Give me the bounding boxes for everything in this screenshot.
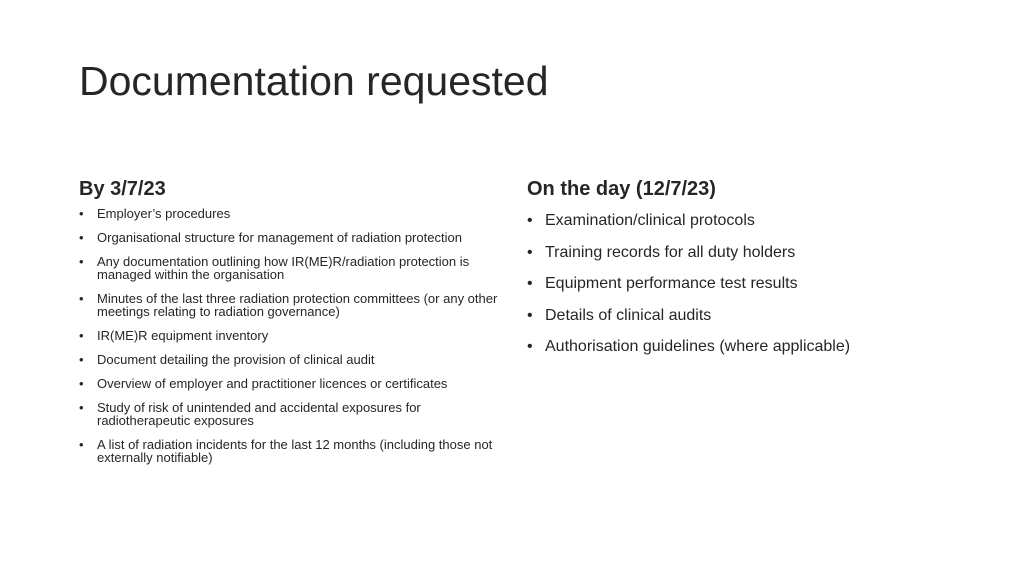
list-item-text: Minutes of the last three radiation protection committees (or any other meetings relating to radiation governance): [97, 291, 498, 319]
list-item: [79, 255, 504, 281]
left-column: [79, 178, 504, 475]
list-item-text: Equipment performance test results: [545, 275, 798, 292]
list-item: [79, 329, 504, 342]
list-item-text: Study of risk of unintended and accidental exposures for radiotherapeutic exposures: [97, 400, 421, 428]
bullet-icon: •: [79, 291, 84, 306]
list-item: [527, 243, 947, 262]
left-column-heading: By 3/7/23: [79, 178, 166, 200]
bullet-icon: •: [79, 437, 84, 452]
bullet-icon: •: [79, 254, 84, 269]
list-item: [79, 401, 504, 427]
bullet-icon: •: [527, 243, 533, 261]
bullet-icon: •: [527, 275, 533, 292]
bullet-icon: •: [527, 306, 533, 324]
list-item: [527, 337, 947, 356]
right-column-heading: On the day (12/7/23): [527, 178, 716, 200]
bullet-icon: •: [79, 400, 84, 415]
left-bullet-list: [79, 207, 504, 464]
list-item: [79, 231, 504, 244]
list-item-text: IR(ME)R equipment inventory: [97, 328, 269, 343]
list-item: [527, 306, 947, 325]
right-bullet-list: [527, 211, 947, 356]
list-item: [527, 211, 947, 230]
bullet-icon: •: [79, 352, 84, 367]
list-item: [79, 438, 504, 464]
list-item-text: Training records for all duty holders: [545, 243, 796, 261]
list-item: [79, 353, 504, 366]
list-item-text: A list of radiation incidents for the last 12 months (including those not externally notifiable): [97, 437, 493, 465]
bullet-icon: •: [527, 212, 533, 229]
list-item-text: Document detailing the provision of clinical audit: [97, 352, 375, 367]
bullet-icon: •: [79, 328, 84, 343]
slide-title: Documentation requested: [79, 58, 549, 104]
bullet-icon: •: [79, 376, 84, 391]
list-item-text: Authorisation guidelines (where applicable): [545, 338, 851, 355]
list-item-text: Overview of employer and practitioner licences or certificates: [97, 376, 448, 391]
list-item: [79, 377, 504, 390]
list-item-text: Employer’s procedures: [97, 206, 231, 221]
bullet-icon: •: [79, 230, 84, 245]
right-column: [527, 178, 947, 369]
bullet-icon: •: [527, 338, 533, 355]
list-item: [527, 274, 947, 293]
list-item-text: Organisational structure for management of radiation protection: [97, 230, 462, 245]
list-item-text: Any documentation outlining how IR(ME)R/radiation protection is managed within the organisation: [97, 254, 470, 282]
bullet-icon: •: [79, 206, 84, 221]
list-item: [79, 207, 504, 220]
list-item-text: Details of clinical audits: [545, 306, 712, 324]
list-item-text: Examination/clinical protocols: [545, 212, 755, 229]
list-item: [79, 292, 504, 318]
